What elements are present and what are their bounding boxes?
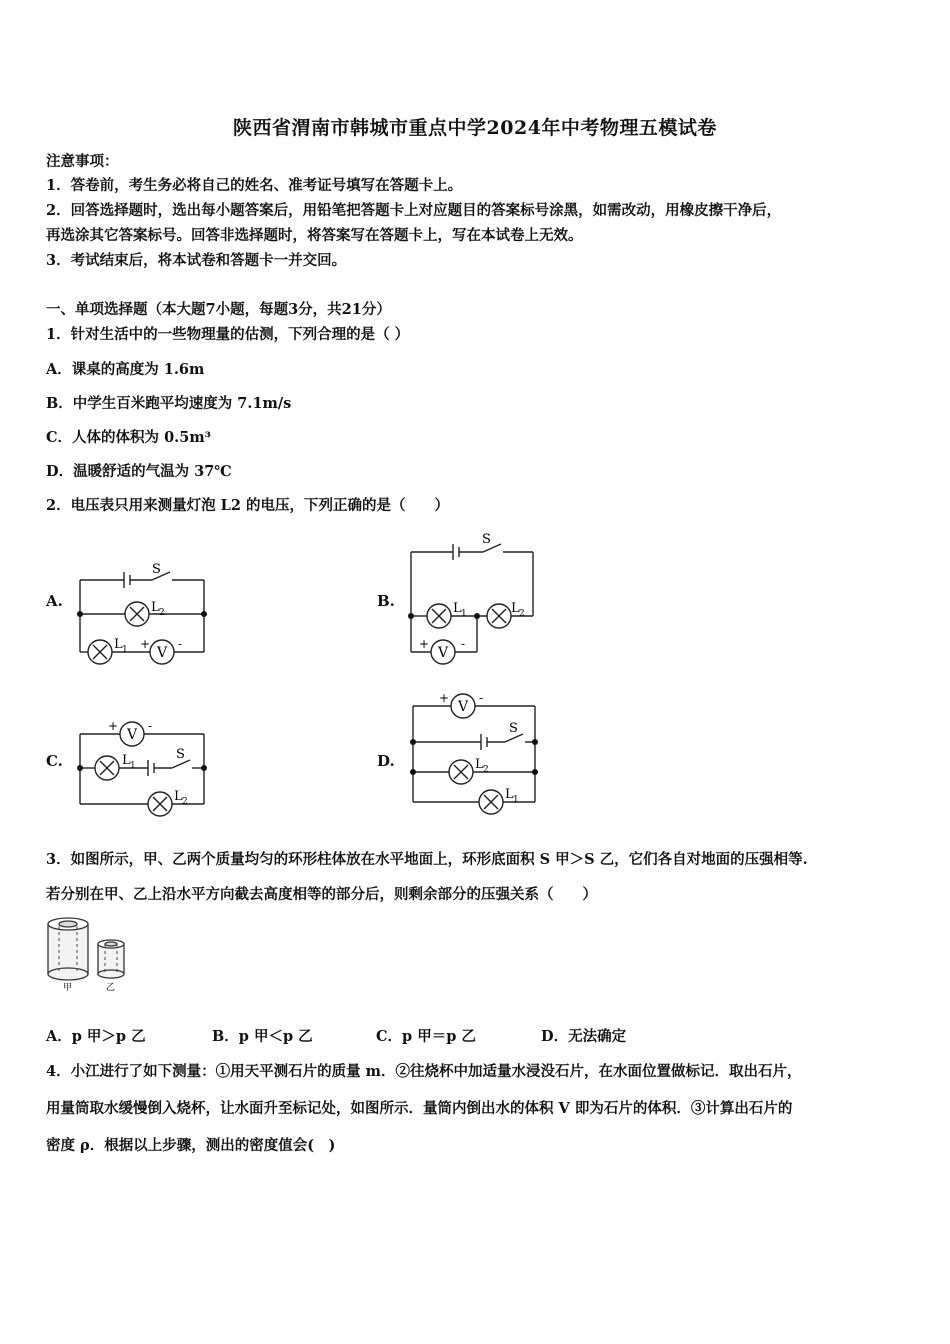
lamp-label: L — [151, 600, 160, 615]
switch-label: S — [509, 721, 518, 736]
lamp-subscript: 2 — [483, 765, 489, 775]
notice-heading: 注意事项： — [46, 153, 119, 170]
plus-terminal: + — [419, 637, 430, 651]
q2-stem: 2．电压表只用来测量灯泡 L2 的电压，下列正确的是（ ） — [46, 497, 449, 514]
circuit-b — [405, 528, 543, 668]
q4-line1: 4．小江进行了如下测量：①用天平测石片的质量 m．②往烧杯中加适量水浸没石片，在水面位置做标记．取出石片， — [46, 1063, 802, 1080]
lamp-label: L — [453, 601, 462, 616]
notice-item-1: 1．答卷前，考生务必将自己的姓名、准考证号填写在答题卡上。 — [46, 177, 463, 194]
lamp-label: L — [114, 637, 123, 652]
q2-label-c: C. — [46, 752, 63, 770]
circuit-c — [72, 718, 214, 822]
q1-stem: 1．针对生活中的一些物理量的估测，下列合理的是（ ） — [46, 326, 410, 343]
notice-item-2a: 2．回答选择题时，选出每小题答案后，用铅笔把答题卡上对应题目的答案标号涂黑，如需改动，用橡皮擦干净后， — [46, 202, 782, 219]
lamp-subscript: 1 — [513, 795, 519, 805]
q4-line3: 密度 ρ．根据以上步骤，测出的密度值会( ) — [46, 1137, 336, 1154]
switch-label: S — [152, 562, 161, 577]
plus-terminal: + — [439, 691, 450, 705]
minus-terminal: - — [178, 637, 183, 651]
q1-option-a: A．课桌的高度为 1.6m — [46, 361, 205, 378]
lamp-label: L — [475, 757, 484, 772]
plus-terminal: + — [140, 637, 151, 651]
lamp-subscript: 1 — [461, 609, 467, 619]
q3-option-d: D．无法确定 — [541, 1028, 627, 1045]
ring-cylinders-figure — [44, 914, 130, 994]
q3-option-c: C．p 甲＝p 乙 — [376, 1028, 476, 1045]
lamp-subscript: 2 — [519, 609, 525, 619]
q1-option-d: D．温暖舒适的气温为 37℃ — [46, 463, 232, 480]
q1-option-b: B．中学生百米跑平均速度为 7.1m/s — [46, 395, 292, 412]
lamp-label: L — [174, 789, 183, 804]
cylinder-yi-label: 乙 — [106, 983, 116, 993]
q2-label-d: D. — [377, 752, 395, 770]
q3-option-b: B．p 甲＜p 乙 — [212, 1028, 313, 1045]
q3-option-a: A．p 甲＞p 乙 — [46, 1028, 146, 1045]
q4-line2: 用量筒取水缓慢倒入烧杯，让水面升至标记处，如图所示．量筒内倒出水的体积 V 即为石片的体积．③计算出石片的 — [46, 1100, 793, 1117]
voltmeter-label: V — [458, 699, 469, 715]
lamp-subscript: 2 — [182, 797, 188, 807]
minus-terminal: - — [479, 691, 484, 705]
minus-terminal: - — [461, 637, 466, 651]
q1-option-c: C．人体的体积为 0.5m³ — [46, 429, 212, 446]
lamp-subscript: 1 — [122, 645, 128, 655]
q3-stem-line1: 3．如图所示，甲、乙两个质量均匀的环形柱体放在水平地面上，环形底面积 S 甲＞S 乙，它们各自对地面的压强相等. — [46, 851, 808, 868]
lamp-label: L — [511, 601, 520, 616]
section-heading: 一、单项选择题（本大题7小题，每题3分，共21分） — [46, 301, 391, 318]
voltmeter-label: V — [438, 645, 449, 661]
lamp-label: L — [122, 753, 131, 768]
page-title: 陕西省渭南市韩城市重点中学2024年中考物理五模试卷 — [233, 117, 717, 139]
lamp-subscript: 1 — [130, 761, 136, 771]
plus-terminal: + — [108, 719, 119, 733]
lamp-subscript: 2 — [159, 608, 165, 618]
cylinder-jia-label: 甲 — [63, 983, 73, 993]
q2-label-a: A. — [46, 592, 63, 610]
voltmeter-label: V — [157, 645, 168, 661]
q2-label-b: B. — [377, 592, 395, 610]
minus-terminal: - — [148, 719, 153, 733]
lamp-label: L — [505, 787, 514, 802]
circuit-a — [72, 560, 214, 670]
notice-item-3: 3．考试结束后，将本试卷和答题卡一并交回。 — [46, 252, 347, 269]
circuit-d — [405, 688, 545, 820]
q3-stem-line2: 若分别在甲、乙上沿水平方向截去高度相等的部分后，则剩余部分的压强关系（ ） — [46, 886, 597, 903]
switch-label: S — [176, 747, 185, 762]
notice-item-2b: 再选涂其它答案标号。回答非选择题时，将答案写在答题卡上，写在本试卷上无效。 — [46, 227, 583, 244]
voltmeter-label: V — [127, 727, 138, 743]
switch-label: S — [482, 532, 491, 547]
